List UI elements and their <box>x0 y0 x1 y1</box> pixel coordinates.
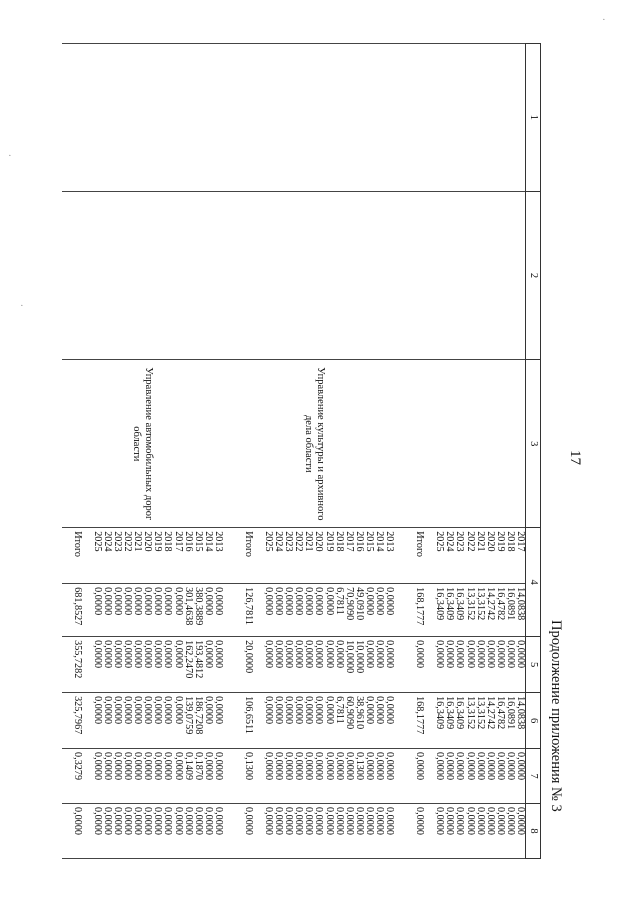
col1-cell <box>62 44 223 192</box>
value-cell: 0,0000 <box>152 749 162 804</box>
value-cell: 0,0000 <box>444 749 454 804</box>
value-cell: 0,1300 <box>354 749 364 804</box>
value-cell: 0,0000 <box>273 637 283 693</box>
spacer-cell <box>223 637 233 693</box>
value-cell: 0,0000 <box>485 749 495 804</box>
value-cell: 0,0000 <box>293 584 303 637</box>
value-cell: 0,0000 <box>122 749 132 804</box>
value-cell: 0,0000 <box>374 584 384 637</box>
value-cell: 0,0000 <box>172 804 182 859</box>
value-cell: 0,0000 <box>303 693 313 749</box>
value-cell: 0,0000 <box>475 749 485 804</box>
total-value-cell: 20,0000 <box>233 637 263 693</box>
year-cell: 2018 <box>505 528 515 584</box>
value-cell: 0,0000 <box>112 749 122 804</box>
value-cell: 193,4812 <box>193 637 203 693</box>
value-cell: 0,0000 <box>102 693 112 749</box>
value-cell: 13,3152 <box>475 693 485 749</box>
value-cell: 0,0000 <box>152 693 162 749</box>
document-title: Продолжение приложения № 3 <box>548 620 564 812</box>
total-value-cell: 106,6511 <box>233 693 263 749</box>
spacer-cell <box>223 528 233 584</box>
scan-artifact-mark: · <box>8 150 12 162</box>
value-cell: 0,0000 <box>324 693 334 749</box>
value-cell: 0,0000 <box>92 637 102 693</box>
value-cell: 0,0000 <box>464 804 474 859</box>
total-value-cell: 0,0000 <box>233 804 263 859</box>
value-cell: 0,0000 <box>283 584 293 637</box>
value-cell: 16,3409 <box>434 693 444 749</box>
value-cell: 0,0000 <box>313 693 323 749</box>
header-col-7: 7 <box>526 749 541 804</box>
value-cell: 0,0000 <box>263 584 273 637</box>
total-label: Итого <box>404 528 434 584</box>
header-col-6: 6 <box>526 693 541 749</box>
total-value-cell: 0,0000 <box>62 804 92 859</box>
value-cell: 0,0000 <box>112 637 122 693</box>
value-cell: 0,0000 <box>434 749 444 804</box>
table-header-row <box>526 44 541 859</box>
value-cell: 0,0000 <box>495 749 505 804</box>
value-cell: 0,0000 <box>293 637 303 693</box>
value-cell: 0,0000 <box>132 749 142 804</box>
value-cell: 0,0000 <box>485 637 495 693</box>
header-col-8: 8 <box>526 804 541 859</box>
value-cell: 0,0000 <box>454 749 464 804</box>
table-row <box>384 44 394 859</box>
total-value-cell: 126,7811 <box>233 584 263 637</box>
value-cell: 0,0000 <box>273 693 283 749</box>
spacer-cell <box>223 584 233 637</box>
value-cell: 0,0000 <box>172 749 182 804</box>
value-cell: 38,9610 <box>354 693 364 749</box>
value-cell: 14,2742 <box>485 693 495 749</box>
year-cell: 2025 <box>92 528 102 584</box>
value-cell: 0,0000 <box>263 749 273 804</box>
header-col-2: 2 <box>526 191 541 360</box>
table-row <box>515 44 526 859</box>
header-col-5: 5 <box>526 637 541 693</box>
value-cell: 0,0000 <box>172 584 182 637</box>
total-value-cell: 325,7967 <box>62 693 92 749</box>
table-row <box>213 44 223 859</box>
value-cell: 0,0000 <box>162 749 172 804</box>
year-cell: 2017 <box>515 528 526 584</box>
value-cell: 0,0000 <box>313 584 323 637</box>
value-cell: 10,0000 <box>354 637 364 693</box>
col2-cell <box>62 191 223 360</box>
year-cell: 2022 <box>293 528 303 584</box>
value-cell: 0,0000 <box>384 804 394 859</box>
total-value-cell: 355,7282 <box>62 637 92 693</box>
header-col-3: 3 <box>526 360 541 528</box>
year-cell: 2021 <box>132 528 142 584</box>
value-cell: 16,3409 <box>444 584 454 637</box>
value-cell: 6,7811 <box>334 693 344 749</box>
value-cell: 0,0000 <box>132 804 142 859</box>
year-cell: 2025 <box>263 528 273 584</box>
value-cell: 0,0000 <box>162 637 172 693</box>
year-cell: 2013 <box>213 528 223 584</box>
value-cell: 139,0759 <box>183 693 193 749</box>
value-cell: 0,0000 <box>132 584 142 637</box>
value-cell: 0,0000 <box>273 804 283 859</box>
value-cell: 0,0000 <box>374 804 384 859</box>
value-cell: 0,0000 <box>142 637 152 693</box>
value-cell: 0,1409 <box>183 749 193 804</box>
value-cell: 13,3152 <box>475 584 485 637</box>
value-cell: 0,0000 <box>364 637 374 693</box>
page-number: 17 <box>567 450 583 465</box>
group-spacer <box>394 44 404 859</box>
year-cell: 2023 <box>112 528 122 584</box>
value-cell: 0,0000 <box>464 637 474 693</box>
value-cell: 14,2742 <box>485 584 495 637</box>
value-cell: 0,0000 <box>102 637 112 693</box>
value-cell: 0,0000 <box>122 693 132 749</box>
department-cell: Управление культуры и архивного дела области <box>233 360 394 528</box>
value-cell: 0,0000 <box>324 637 334 693</box>
spacer-cell <box>394 360 404 528</box>
value-cell: 0,0000 <box>364 584 374 637</box>
total-value-cell: 0,3279 <box>62 749 92 804</box>
value-cell: 0,0000 <box>344 804 354 859</box>
year-cell: 2016 <box>354 528 364 584</box>
value-cell: 0,0000 <box>283 749 293 804</box>
value-cell: 380,3889 <box>193 584 203 637</box>
year-cell: 2014 <box>374 528 384 584</box>
value-cell: 0,0000 <box>303 584 313 637</box>
total-value-cell: 0,0000 <box>404 637 434 693</box>
value-cell: 0,0000 <box>183 804 193 859</box>
value-cell: 0,0000 <box>293 749 303 804</box>
scan-artifact-mark: · <box>20 300 24 312</box>
value-cell: 0,0000 <box>122 637 132 693</box>
spacer-cell <box>394 693 404 749</box>
value-cell: 0,0000 <box>142 749 152 804</box>
value-cell: 0,0000 <box>293 693 303 749</box>
year-cell: 2017 <box>172 528 182 584</box>
value-cell: 0,0000 <box>334 749 344 804</box>
value-cell: 301,4638 <box>183 584 193 637</box>
value-cell: 0,0000 <box>303 637 313 693</box>
year-cell: 2025 <box>434 528 444 584</box>
value-cell: 0,0000 <box>152 637 162 693</box>
value-cell: 49,0910 <box>354 584 364 637</box>
col1-cell <box>404 44 525 192</box>
value-cell: 0,0000 <box>384 693 394 749</box>
year-cell: 2015 <box>193 528 203 584</box>
value-cell: 0,0000 <box>273 749 283 804</box>
value-cell: 16,4782 <box>495 693 505 749</box>
year-cell: 2021 <box>303 528 313 584</box>
value-cell: 0,0000 <box>303 749 313 804</box>
value-cell: 0,0000 <box>283 693 293 749</box>
scan-artifact-mark: · <box>602 14 606 26</box>
value-cell: 0,0000 <box>122 584 132 637</box>
total-value-cell: 168,1777 <box>404 693 434 749</box>
value-cell: 0,0000 <box>152 584 162 637</box>
value-cell: 0,0000 <box>283 804 293 859</box>
value-cell: 0,0000 <box>203 804 213 859</box>
value-cell: 0,0000 <box>142 693 152 749</box>
year-cell: 2020 <box>313 528 323 584</box>
spacer-cell <box>223 191 233 360</box>
value-cell: 0,0000 <box>92 584 102 637</box>
budget-table <box>62 43 541 859</box>
year-cell: 2018 <box>162 528 172 584</box>
group-spacer <box>223 44 233 859</box>
value-cell: 14,0838 <box>515 693 526 749</box>
value-cell: 0,0000 <box>263 804 273 859</box>
value-cell: 60,9090 <box>344 693 354 749</box>
spacer-cell <box>394 191 404 360</box>
year-cell: 2018 <box>334 528 344 584</box>
total-value-cell: 681,8527 <box>62 584 92 637</box>
value-cell: 16,3409 <box>454 584 464 637</box>
value-cell: 70,9090 <box>344 584 354 637</box>
year-cell: 2019 <box>152 528 162 584</box>
value-cell: 0,0000 <box>203 749 213 804</box>
value-cell: 0,0000 <box>102 804 112 859</box>
total-value-cell: 0,1300 <box>233 749 263 804</box>
value-cell: 13,3152 <box>464 693 474 749</box>
value-cell: 0,0000 <box>495 804 505 859</box>
value-cell: 0,0000 <box>334 804 344 859</box>
value-cell: 0,0000 <box>142 804 152 859</box>
value-cell: 0,0000 <box>263 693 273 749</box>
value-cell: 0,0000 <box>324 584 334 637</box>
value-cell: 0,0000 <box>313 749 323 804</box>
value-cell: 16,0891 <box>505 693 515 749</box>
value-cell: 0,0000 <box>303 804 313 859</box>
spacer-cell <box>394 637 404 693</box>
value-cell: 0,0000 <box>213 693 223 749</box>
value-cell: 0,0000 <box>485 804 495 859</box>
value-cell: 0,0000 <box>505 637 515 693</box>
value-cell: 0,0000 <box>475 804 485 859</box>
spacer-cell <box>223 693 233 749</box>
value-cell: 16,3409 <box>454 693 464 749</box>
total-label: Итого <box>233 528 263 584</box>
value-cell: 162,2470 <box>183 637 193 693</box>
value-cell: 0,0000 <box>313 804 323 859</box>
header-col-1: 1 <box>526 44 541 192</box>
value-cell: 0,0000 <box>515 637 526 693</box>
value-cell: 0,0000 <box>203 693 213 749</box>
value-cell: 0,0000 <box>354 804 364 859</box>
value-cell: 0,0000 <box>203 584 213 637</box>
value-cell: 0,0000 <box>172 637 182 693</box>
col2-cell <box>233 191 394 360</box>
spacer-cell <box>223 360 233 528</box>
year-cell: 2022 <box>464 528 474 584</box>
value-cell: 0,0000 <box>112 804 122 859</box>
value-cell: 10,0000 <box>344 637 354 693</box>
value-cell: 0,0000 <box>475 637 485 693</box>
year-cell: 2024 <box>273 528 283 584</box>
value-cell: 0,0000 <box>344 749 354 804</box>
value-cell: 13,3152 <box>464 584 474 637</box>
spacer-cell <box>223 749 233 804</box>
value-cell: 0,0000 <box>162 804 172 859</box>
value-cell: 0,0000 <box>193 804 203 859</box>
value-cell: 0,0000 <box>384 584 394 637</box>
value-cell: 0,0000 <box>364 804 374 859</box>
value-cell: 0,0000 <box>112 584 122 637</box>
value-cell: 0,0000 <box>434 804 444 859</box>
value-cell: 16,0891 <box>505 584 515 637</box>
value-cell: 0,0000 <box>213 584 223 637</box>
department-cell <box>404 360 525 528</box>
spacer-cell <box>394 584 404 637</box>
table-body <box>62 44 526 859</box>
spacer-cell <box>394 44 404 192</box>
value-cell: 0,0000 <box>364 693 374 749</box>
year-cell: 2020 <box>142 528 152 584</box>
value-cell: 0,0000 <box>283 637 293 693</box>
value-cell: 0,0000 <box>92 693 102 749</box>
value-cell: 0,0000 <box>324 804 334 859</box>
value-cell: 0,0000 <box>122 804 132 859</box>
value-cell: 0,0000 <box>495 637 505 693</box>
value-cell: 0,0000 <box>213 804 223 859</box>
value-cell: 0,1870 <box>193 749 203 804</box>
value-cell: 16,4782 <box>495 584 505 637</box>
year-cell: 2019 <box>324 528 334 584</box>
total-value-cell: 0,0000 <box>404 804 434 859</box>
value-cell: 0,0000 <box>505 804 515 859</box>
value-cell: 0,0000 <box>464 749 474 804</box>
value-cell: 0,0000 <box>374 749 384 804</box>
value-cell: 0,0000 <box>152 804 162 859</box>
value-cell: 14,0838 <box>515 584 526 637</box>
total-value-cell: 168,1777 <box>404 584 434 637</box>
value-cell: 0,0000 <box>515 749 526 804</box>
col1-cell <box>233 44 394 192</box>
year-cell: 2024 <box>444 528 454 584</box>
spacer-cell <box>223 804 233 859</box>
value-cell: 0,0000 <box>444 637 454 693</box>
value-cell: 0,0000 <box>324 749 334 804</box>
spacer-cell <box>394 528 404 584</box>
value-cell: 0,0000 <box>273 584 283 637</box>
value-cell: 0,0000 <box>132 637 142 693</box>
value-cell: 0,0000 <box>213 749 223 804</box>
value-cell: 0,0000 <box>203 637 213 693</box>
value-cell: 0,0000 <box>102 584 112 637</box>
year-cell: 2015 <box>364 528 374 584</box>
year-cell: 2024 <box>102 528 112 584</box>
value-cell: 0,0000 <box>374 693 384 749</box>
value-cell: 0,0000 <box>263 637 273 693</box>
value-cell: 16,3409 <box>434 584 444 637</box>
value-cell: 0,0000 <box>313 637 323 693</box>
value-cell: 0,0000 <box>454 804 464 859</box>
total-label: Итого <box>62 528 92 584</box>
value-cell: 186,7208 <box>193 693 203 749</box>
department-cell: Управление автомобильных дорог области <box>62 360 223 528</box>
value-cell: 0,0000 <box>454 637 464 693</box>
value-cell: 0,0000 <box>102 749 112 804</box>
value-cell: 0,0000 <box>374 637 384 693</box>
year-cell: 2017 <box>344 528 354 584</box>
value-cell: 0,0000 <box>334 637 344 693</box>
year-cell: 2014 <box>203 528 213 584</box>
value-cell: 16,3409 <box>444 693 454 749</box>
spacer-cell <box>223 44 233 192</box>
value-cell: 0,0000 <box>132 693 142 749</box>
value-cell: 6,7811 <box>334 584 344 637</box>
year-cell: 2013 <box>384 528 394 584</box>
value-cell: 0,0000 <box>364 749 374 804</box>
total-value-cell: 0,0000 <box>404 749 434 804</box>
spacer-cell <box>394 804 404 859</box>
value-cell: 0,0000 <box>172 693 182 749</box>
year-cell: 2023 <box>283 528 293 584</box>
value-cell: 0,0000 <box>515 804 526 859</box>
spacer-cell <box>394 749 404 804</box>
value-cell: 0,0000 <box>293 804 303 859</box>
year-cell: 2021 <box>475 528 485 584</box>
header-col-4: 4 <box>526 528 541 637</box>
value-cell: 0,0000 <box>92 749 102 804</box>
value-cell: 0,0000 <box>444 804 454 859</box>
year-cell: 2022 <box>122 528 132 584</box>
year-cell: 2019 <box>495 528 505 584</box>
year-cell: 2020 <box>485 528 495 584</box>
value-cell: 0,0000 <box>112 693 122 749</box>
value-cell: 0,0000 <box>162 584 172 637</box>
value-cell: 0,0000 <box>142 584 152 637</box>
year-cell: 2023 <box>454 528 464 584</box>
year-cell: 2016 <box>183 528 193 584</box>
value-cell: 0,0000 <box>505 749 515 804</box>
value-cell: 0,0000 <box>213 637 223 693</box>
value-cell: 0,0000 <box>384 637 394 693</box>
col2-cell <box>404 191 525 360</box>
value-cell: 0,0000 <box>92 804 102 859</box>
value-cell: 0,0000 <box>434 637 444 693</box>
value-cell: 0,0000 <box>384 749 394 804</box>
value-cell: 0,0000 <box>162 693 172 749</box>
